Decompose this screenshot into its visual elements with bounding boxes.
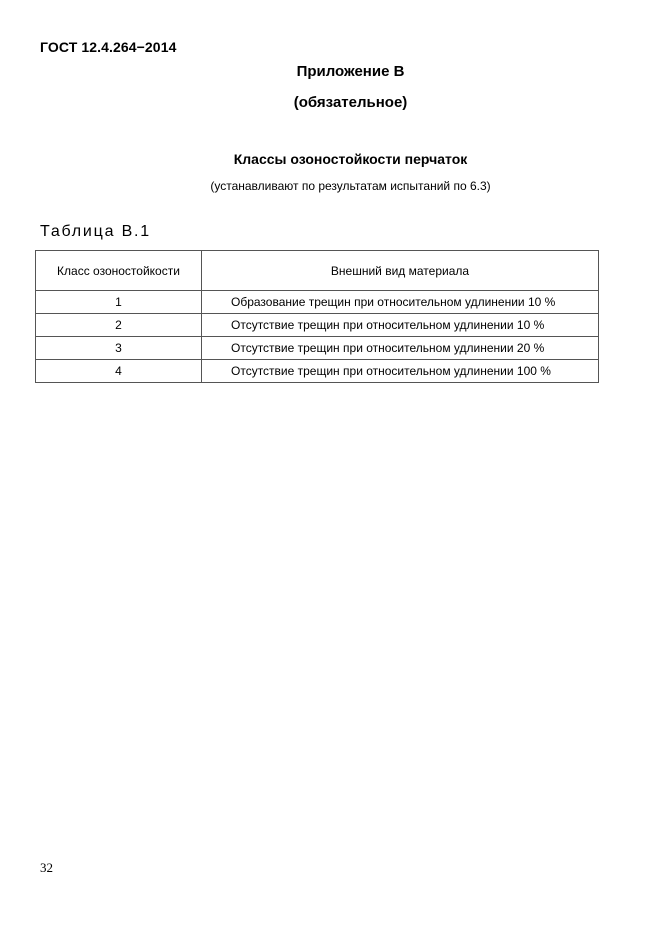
table-caption: Таблица В.1	[40, 223, 151, 240]
class-cell: 2	[36, 314, 202, 337]
table-row	[36, 337, 599, 360]
table-header-row	[36, 251, 599, 291]
description-cell: Отсутствие трещин при относительном удлинении 10 %	[202, 314, 599, 337]
column-header-appearance: Внешний вид материала	[202, 251, 599, 291]
table-row	[36, 360, 599, 383]
description-cell: Образование трещин при относительном удлинении 10 %	[202, 291, 599, 314]
description-cell: Отсутствие трещин при относительном удлинении 100 %	[202, 360, 599, 383]
appendix-status: (обязательное)	[293, 94, 408, 111]
table-row	[36, 314, 599, 337]
page-number: 32	[40, 860, 53, 875]
section-subtitle: (устанавливают по результатам испытаний по 6.3)	[210, 179, 491, 193]
description-cell: Отсутствие трещин при относительном удлинении 20 %	[202, 337, 599, 360]
appendix-title: Приложение В	[296, 63, 405, 80]
ozone-resistance-table	[35, 250, 599, 383]
document-code: ГОСТ 12.4.264−2014	[40, 39, 177, 55]
class-cell: 1	[36, 291, 202, 314]
class-cell: 3	[36, 337, 202, 360]
column-header-class: Класс озоностойкости	[36, 251, 202, 291]
class-cell: 4	[36, 360, 202, 383]
table-row	[36, 291, 599, 314]
section-title: Классы озоностойкости перчаток	[233, 151, 468, 167]
